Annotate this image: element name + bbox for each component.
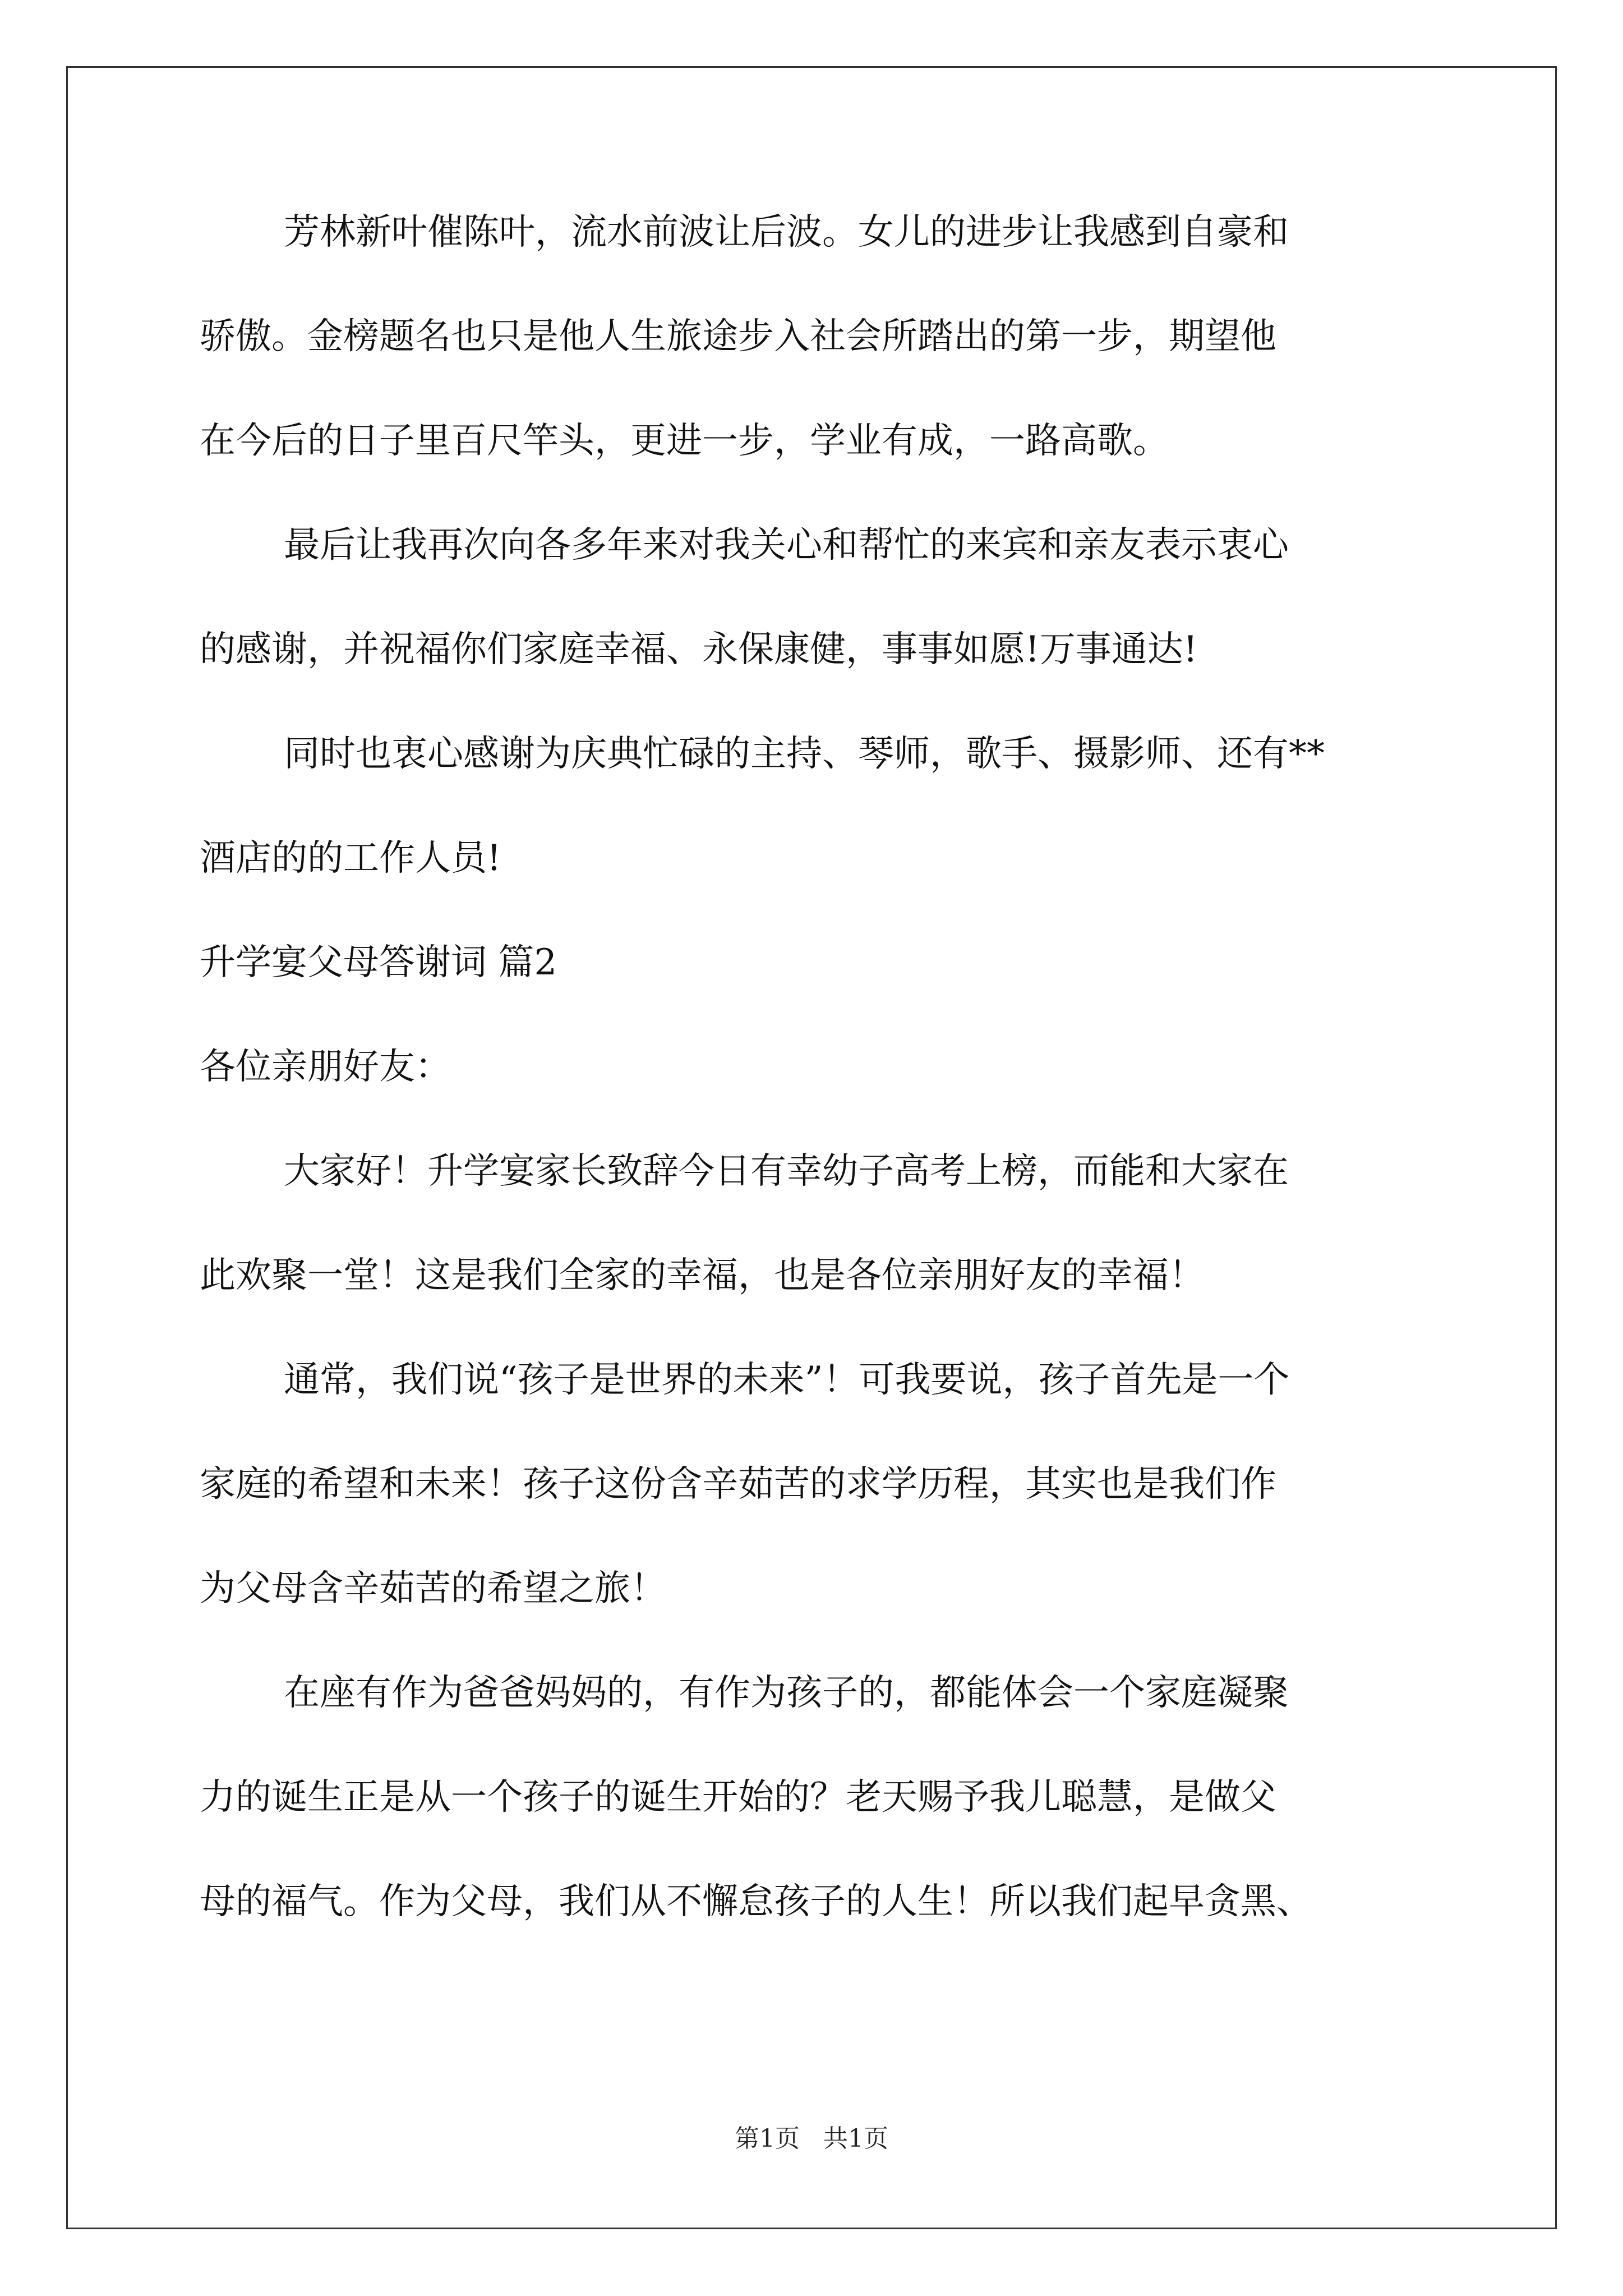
paragraph-line: 芳林新叶催陈叶，流水前波让后波。女儿的进步让我感到自豪和 xyxy=(284,211,1289,253)
paragraph-line: 最后让我再次向各多年来对我关心和帮忙的来宾和亲友表示衷心 xyxy=(284,524,1289,566)
paragraph-line: 的感谢，并祝福你们家庭幸福、永保康健，事事如愿!万事通达! xyxy=(200,629,1198,670)
salutation: 各位亲朋好友： xyxy=(200,1046,451,1088)
paragraph-line: 骄傲。金榜题名也只是他人生旅途步入社会所踏出的第一步，期望他 xyxy=(200,316,1276,357)
paragraph-line: 母的福气。作为父母，我们从不懈怠孩子的人生！所以我们起早贪黑、 xyxy=(200,1881,1312,1922)
paragraph-line: 通常，我们说“孩子是世界的未来”！可我要说，孩子首先是一个 xyxy=(284,1359,1290,1401)
paragraph-line: 大家好！升学宴家长致辞今日有幸幼子高考上榜，而能和大家在 xyxy=(284,1151,1289,1192)
paragraph-line: 为父母含辛茹苦的希望之旅！ xyxy=(200,1568,666,1609)
paragraph-line: 同时也衷心感谢为庆典忙碌的主持、琴师，歌手、摄影师、还有** xyxy=(284,733,1325,775)
section-heading: 升学宴父母答谢词 篇2 xyxy=(200,942,557,983)
paragraph-line: 力的诞生正是从一个孩子的诞生开始的？老天赐予我儿聪慧，是做父 xyxy=(200,1777,1276,1818)
paragraph-line: 家庭的希望和未来！孩子这份含辛茹苦的求学历程，其实也是我们作 xyxy=(200,1464,1276,1505)
paragraph-line: 在座有作为爸爸妈妈的，有作为孩子的，都能体会一个家庭凝聚 xyxy=(284,1672,1289,1714)
page-number-footer: 第1页 共1页 xyxy=(735,2124,888,2153)
paragraph-line: 酒店的的工作人员! xyxy=(200,838,501,879)
paragraph-line: 在今后的日子里百尺竿头，更进一步，学业有成，一路高歌。 xyxy=(200,420,1169,462)
paragraph-line: 此欢聚一堂！这是我们全家的幸福，也是各位亲朋好友的幸福！ xyxy=(200,1255,1205,1296)
